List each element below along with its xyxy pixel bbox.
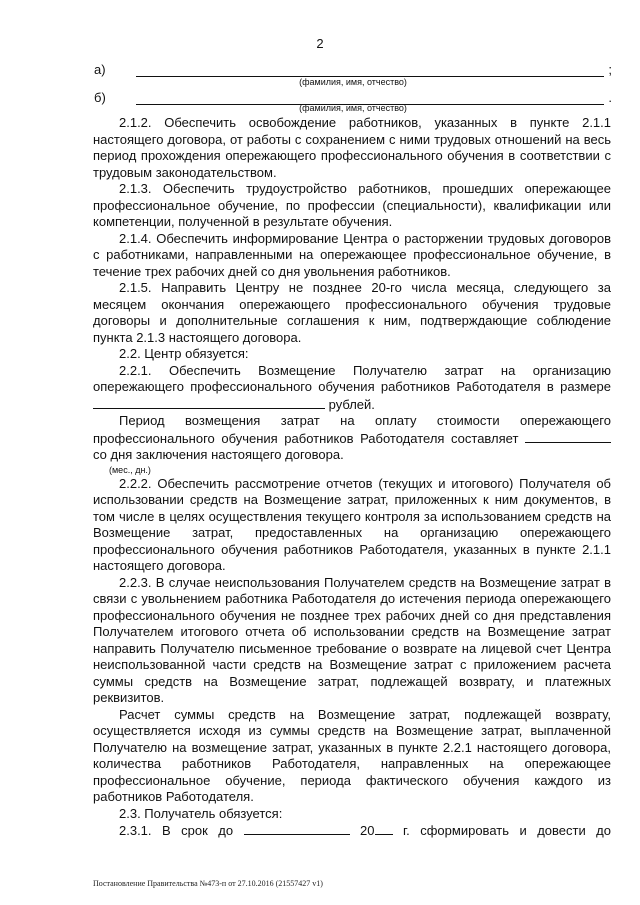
- page-number: 2: [316, 36, 324, 51]
- year-blank: [375, 822, 393, 835]
- signatory-a-end: ;: [608, 62, 612, 77]
- clause-2-3: 2.3. Получатель обязуется:: [119, 805, 283, 821]
- document-body: [93, 115, 611, 840]
- document-footer: Постановление Правительства №473-п от 27.10.2016 (21557427 v1): [93, 879, 323, 888]
- clause-2-2: 2.2. Центр обязуется:: [119, 346, 249, 361]
- clause-2-2-1-text: 2.2.1. Обеспечить Возмещение Получателю затрат на организацию опережающего профессионального обучения работников Работодателя в размере: [93, 362, 611, 394]
- signatory-a-line: [94, 62, 612, 78]
- signatory-b-end: .: [608, 90, 612, 105]
- clause-2-3-1-tail: г. сформировать и довести до: [403, 823, 611, 838]
- clause-2-1-4: 2.1.4. Обеспечить информирование Центра о расторжении трудовых договоров с работниками, направленными на опережающее профессиональное обучение, в течение трех рабочих дней со дня увольнения работников.: [93, 230, 611, 279]
- clause-2-2-1: [93, 363, 611, 414]
- signatory-b-label: б): [94, 90, 106, 105]
- clause-2-3-1: [93, 822, 611, 840]
- clause-2-2-3: 2.2.3. В случае неиспользования Получателем средств на Возмещение затрат в связи с увольнением работника Работодателя до истечения периода опережающего профессионального обучения не позднее трех рабочих дней со дня представления Получателем итогового отчета об использовании средств на Возмещение затрат направить Получателю письменное требование о возврате на лицевой счет Центра неиспользованной части средств на Возмещение затрат с приложением расчета суммы средств на Возмещение затрат, подлежащей возврату, и платежных реквизитов.: [93, 574, 611, 705]
- date-blank: [244, 822, 350, 835]
- signatory-b-caption: (фамилия, имя, отчество): [299, 103, 407, 113]
- clause-2-3-1-year: 20: [360, 823, 375, 838]
- period-caption: (мес., дн.): [109, 464, 151, 475]
- refund-calculation: Расчет суммы средств на Возмещение затрат, подлежащей возврату, осуществляется исходя из суммы средств на Возмещение затрат, выплаченной Получателю на возмещение затрат, указанных в пункте 2.2.1 настоящего договора, количества работников Работодателя, направленных на опережающее профессиональное обучение, периода фактического обучения каждого из работников Работодателя.: [93, 706, 611, 804]
- clause-2-1-2: 2.1.2. Обеспечить освобождение работников, указанных в пункте 2.1.1 настоящего договора, от работы с сохранением с ними трудовых отношений на весь период прохождения опережающего профессионального обучения в соответствии с трудовым законодательством.: [93, 115, 611, 180]
- reimbursement-period-tail: со дня заключения настоящего договора.: [93, 447, 344, 462]
- signatory-a-label: а): [94, 62, 106, 77]
- reimbursement-period-text: Период возмещения затрат на оплату стоимости опережающего профессионального обучения работников Работодателя составляет: [93, 413, 611, 446]
- clause-2-2-2: 2.2.2. Обеспечить рассмотрение отчетов (текущих и итогового) Получателя об использовании средств на Возмещение затрат, приложенных к ним документов, в том числе в целях осуществления текущего контроля за использованием средств на Возмещение затрат, предоставленных на организацию опережающего профессионального обучения работников Работодателя, указанных в пункте 2.1.1 настоящего договора.: [93, 475, 611, 573]
- clause-2-1-3: 2.1.3. Обеспечить трудоустройство работников, прошедших опережающее профессиональное обучение, по профессии (специальности), квалификации или компетенции, полученной в результате обучения.: [93, 181, 611, 229]
- clause-2-1-5: 2.1.5. Направить Центру не позднее 20-го числа месяца, следующего за месяцем окончания опережающего профессионального обучения трудовые договоры и дополнительные соглашения к ним, подтверждающие соблюдение пункта 2.1.3 настоящего договора.: [93, 280, 611, 345]
- period-blank: [525, 430, 611, 443]
- clause-2-2-1-unit: рублей.: [328, 396, 375, 412]
- signatory-a-caption: (фамилия, имя, отчество): [299, 77, 407, 87]
- reimbursement-period: [93, 413, 611, 464]
- amount-blank: [93, 396, 325, 409]
- clause-2-3-1-text: 2.3.1. В срок до: [119, 823, 234, 838]
